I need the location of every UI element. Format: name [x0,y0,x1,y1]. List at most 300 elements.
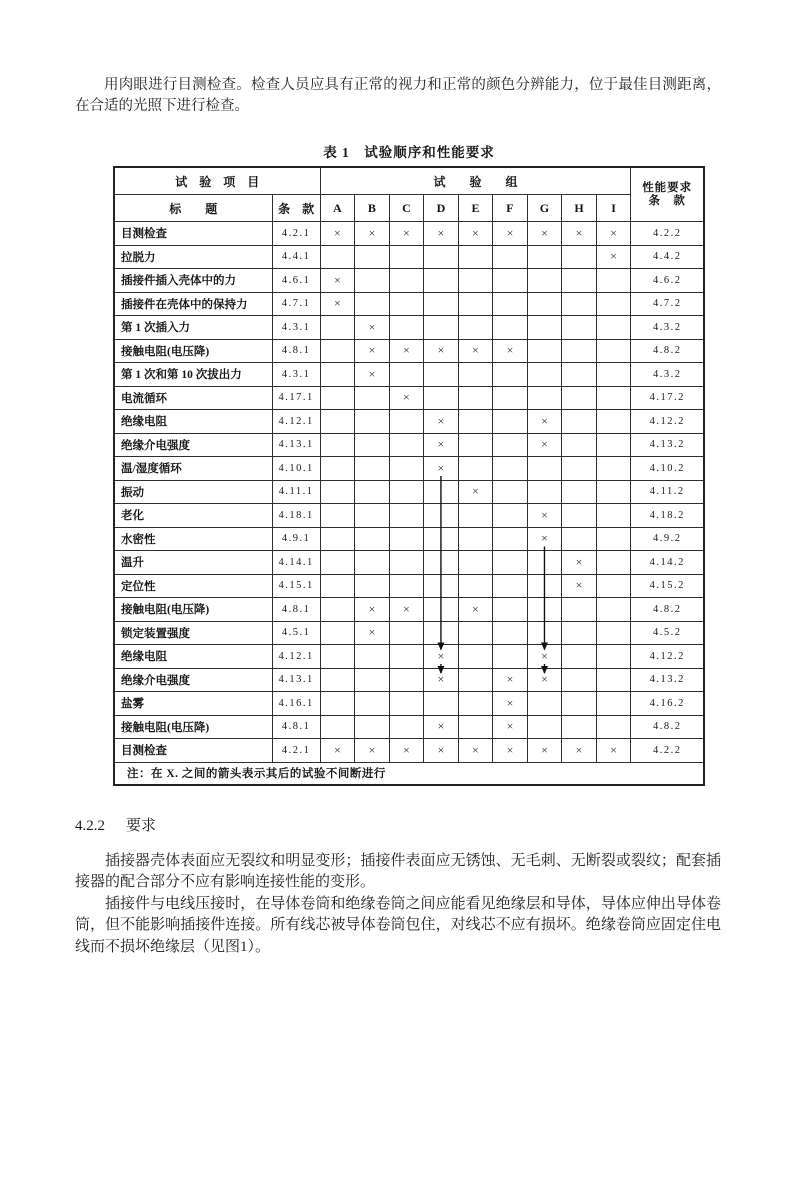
group-mark-cell [320,668,355,692]
test-title-cell: 水密性 [114,527,272,551]
perf-clause-cell: 4.12.2 [631,410,704,434]
test-clause-cell: 4.8.1 [272,339,320,363]
group-mark-cell: × [562,222,597,246]
group-mark-cell [389,245,424,269]
test-clause-cell: 4.12.1 [272,410,320,434]
table-row [114,457,704,481]
section-title: 要求 [126,817,157,834]
test-clause-cell: 4.16.1 [272,692,320,716]
group-mark-cell [493,504,528,528]
test-title-cell: 第 1 次和第 10 次拔出力 [114,363,272,387]
group-mark-cell: × [389,598,424,622]
group-mark-cell [355,269,390,293]
table-header [114,167,704,222]
group-mark-cell [389,621,424,645]
group-mark-cell: × [527,410,562,434]
group-mark-cell [355,410,390,434]
test-title-cell: 第 1 次插入力 [114,316,272,340]
perf-clause-cell: 4.8.2 [631,715,704,739]
table-row [114,574,704,598]
group-mark-cell [493,645,528,669]
group-mark-cell [562,480,597,504]
group-mark-cell [424,692,459,716]
group-mark-cell [562,386,597,410]
group-mark-cell [389,668,424,692]
group-mark-cell [596,410,631,434]
group-mark-cell [527,292,562,316]
perf-clause-cell: 4.18.2 [631,504,704,528]
group-letter-header: H [562,195,597,222]
group-mark-cell [527,457,562,481]
group-mark-cell: × [389,222,424,246]
test-clause-cell: 4.2.1 [272,222,320,246]
group-mark-cell: × [562,739,597,763]
group-mark-cell [596,645,631,669]
group-mark-cell [562,715,597,739]
group-letter-header: F [493,195,528,222]
group-mark-cell [458,410,493,434]
group-mark-cell [596,504,631,528]
group-mark-cell [355,527,390,551]
group-mark-cell [562,292,597,316]
group-mark-cell [355,692,390,716]
test-title-cell: 目测检查 [114,222,272,246]
group-mark-cell: × [424,433,459,457]
group-mark-cell [355,480,390,504]
group-mark-cell [596,269,631,293]
group-mark-cell [424,480,459,504]
group-mark-cell: × [493,715,528,739]
group-mark-cell [389,645,424,669]
group-mark-cell [527,386,562,410]
performance-req-line2: 条 款 [648,194,686,207]
group-mark-cell [389,715,424,739]
group-mark-cell [424,621,459,645]
group-mark-cell: × [320,222,355,246]
test-clause-cell: 4.8.1 [272,715,320,739]
group-mark-cell [320,480,355,504]
group-mark-cell [320,339,355,363]
group-mark-cell: × [527,668,562,692]
group-mark-cell [493,527,528,551]
test-title-cell: 绝缘电阻 [114,410,272,434]
table-row [114,433,704,457]
table-row [114,316,704,340]
group-mark-cell: × [493,692,528,716]
perf-clause-cell: 4.5.2 [631,621,704,645]
table-row [114,363,704,387]
test-clause-cell: 4.12.1 [272,645,320,669]
group-mark-cell: × [424,645,459,669]
group-mark-cell [458,386,493,410]
table-row [114,551,704,575]
group-mark-cell [527,363,562,387]
table-row [114,621,704,645]
group-mark-cell: × [596,739,631,763]
group-mark-cell [458,245,493,269]
group-mark-cell [458,621,493,645]
group-mark-cell: × [424,739,459,763]
group-letter-header: I [596,195,631,222]
group-mark-cell [596,621,631,645]
group-mark-cell [458,457,493,481]
group-mark-cell [596,574,631,598]
group-mark-cell [320,645,355,669]
perf-clause-cell: 4.13.2 [631,433,704,457]
group-mark-cell [355,645,390,669]
test-clause-cell: 4.7.1 [272,292,320,316]
group-mark-cell [527,316,562,340]
group-letter-header: E [458,195,493,222]
group-mark-cell: × [527,645,562,669]
group-mark-cell: × [458,739,493,763]
group-mark-cell [527,715,562,739]
test-title-cell: 接触电阻(电压降) [114,598,272,622]
group-mark-cell: × [562,551,597,575]
group-mark-cell [320,245,355,269]
test-item-header: 试 验 项 目 [114,167,320,195]
clause-subheader: 条 款 [272,195,320,222]
note-row [114,762,704,785]
group-mark-cell [389,316,424,340]
group-mark-cell [562,692,597,716]
table-row [114,504,704,528]
test-clause-cell: 4.8.1 [272,598,320,622]
test-title-cell: 插接件在壳体中的保持力 [114,292,272,316]
group-mark-cell [493,480,528,504]
group-mark-cell [527,269,562,293]
group-mark-cell [596,692,631,716]
group-mark-cell [424,363,459,387]
group-mark-cell [355,551,390,575]
test-clause-cell: 4.13.1 [272,433,320,457]
test-title-cell: 盐雾 [114,692,272,716]
table-row [114,668,704,692]
group-mark-cell [424,504,459,528]
group-mark-cell [320,574,355,598]
group-mark-cell: × [424,715,459,739]
group-mark-cell [424,598,459,622]
group-mark-cell: × [527,504,562,528]
group-mark-cell [527,551,562,575]
group-mark-cell [424,316,459,340]
group-mark-cell [424,269,459,293]
group-mark-cell [389,574,424,598]
group-mark-cell: × [355,339,390,363]
group-mark-cell [355,668,390,692]
table-row [114,410,704,434]
test-clause-cell: 4.15.1 [272,574,320,598]
group-mark-cell [493,363,528,387]
table-block [113,141,705,786]
group-mark-cell [355,386,390,410]
group-mark-cell [389,480,424,504]
group-mark-cell [320,621,355,645]
group-mark-cell [320,551,355,575]
group-mark-cell [320,433,355,457]
group-mark-cell [458,292,493,316]
test-title-cell: 插接件插入壳体中的力 [114,269,272,293]
group-mark-cell [596,598,631,622]
test-clause-cell: 4.14.1 [272,551,320,575]
group-mark-cell: × [389,386,424,410]
title-subheader: 标 题 [114,195,272,222]
group-letter-header: D [424,195,459,222]
group-mark-cell [562,668,597,692]
group-letter-header: G [527,195,562,222]
group-mark-cell [389,292,424,316]
group-mark-cell [562,457,597,481]
perf-clause-cell: 4.16.2 [631,692,704,716]
group-mark-cell [320,504,355,528]
group-mark-cell: × [493,739,528,763]
group-mark-cell [389,527,424,551]
group-mark-cell: × [355,363,390,387]
group-mark-cell: × [355,739,390,763]
group-mark-cell: × [424,410,459,434]
test-title-cell: 接触电阻(电压降) [114,339,272,363]
perf-clause-cell: 4.8.2 [631,339,704,363]
test-clause-cell: 4.17.1 [272,386,320,410]
group-mark-cell [389,410,424,434]
group-mark-cell: × [424,339,459,363]
test-title-cell: 温升 [114,551,272,575]
test-title-cell: 拉脱力 [114,245,272,269]
group-mark-cell [458,527,493,551]
header-row-1 [114,167,704,195]
test-clause-cell: 4.13.1 [272,668,320,692]
group-mark-cell [458,316,493,340]
group-mark-cell [493,386,528,410]
group-mark-cell [355,245,390,269]
group-mark-cell: × [596,245,631,269]
group-mark-cell [320,598,355,622]
group-mark-cell: × [527,222,562,246]
group-mark-cell [493,269,528,293]
test-clause-cell: 4.10.1 [272,457,320,481]
group-mark-cell [493,457,528,481]
group-mark-cell [596,316,631,340]
perf-clause-cell: 4.7.2 [631,292,704,316]
group-mark-cell [320,692,355,716]
perf-clause-cell: 4.2.2 [631,739,704,763]
test-clause-cell: 4.6.1 [272,269,320,293]
group-mark-cell [389,363,424,387]
perf-clause-cell: 4.2.2 [631,222,704,246]
perf-clause-cell: 4.3.2 [631,363,704,387]
group-mark-cell [527,692,562,716]
group-mark-cell [424,386,459,410]
group-mark-cell [355,574,390,598]
table-row [114,386,704,410]
perf-clause-cell: 4.17.2 [631,386,704,410]
group-mark-cell: × [320,269,355,293]
perf-clause-cell: 4.12.2 [631,645,704,669]
test-title-cell: 接触电阻(电压降) [114,715,272,739]
table-row [114,645,704,669]
group-mark-cell [562,410,597,434]
group-mark-cell [562,269,597,293]
group-mark-cell [389,457,424,481]
group-mark-cell [389,433,424,457]
group-mark-cell [458,645,493,669]
group-mark-cell [424,245,459,269]
table-row [114,339,704,363]
table-row [114,715,704,739]
group-mark-cell [355,715,390,739]
perf-clause-cell: 4.8.2 [631,598,704,622]
group-mark-cell: × [596,222,631,246]
group-mark-cell [596,386,631,410]
group-mark-cell [596,715,631,739]
test-title-cell: 温/湿度循环 [114,457,272,481]
intro-paragraph: 用肉眼进行目测检查。检查人员应具有正常的视力和正常的颜色分辨能力，位于最佳目测距离，在合适的光照下进行检查。 [75,77,721,114]
group-mark-cell [458,692,493,716]
group-mark-cell: × [424,222,459,246]
group-mark-cell [355,433,390,457]
group-mark-cell [458,269,493,293]
group-mark-cell [493,574,528,598]
table-row [114,527,704,551]
group-mark-cell: × [493,339,528,363]
group-mark-cell [355,292,390,316]
test-title-cell: 定位性 [114,574,272,598]
table-body [114,222,704,763]
group-mark-cell [320,410,355,434]
table-note: 注：在 X. 之间的箭头表示其后的试验不间断进行 [114,762,704,785]
group-mark-cell [389,551,424,575]
section-heading [75,814,721,835]
group-mark-cell: × [458,480,493,504]
perf-clause-cell: 4.13.2 [631,668,704,692]
group-mark-cell [596,457,631,481]
group-mark-cell [493,433,528,457]
group-mark-cell: × [527,739,562,763]
test-title-cell: 老化 [114,504,272,528]
group-mark-cell: × [355,316,390,340]
group-mark-cell [458,433,493,457]
group-mark-cell: × [458,598,493,622]
group-mark-cell [458,715,493,739]
group-letter-header: A [320,195,355,222]
group-mark-cell: × [493,668,528,692]
group-mark-cell [355,504,390,528]
group-mark-cell: × [424,457,459,481]
test-clause-cell: 4.18.1 [272,504,320,528]
test-table-wrapper [113,166,705,786]
group-mark-cell [562,245,597,269]
body-paragraph-2: 插接件与电线压接时，在导体卷筒和绝缘卷筒之间应能看见绝缘层和导体，导体应伸出导体卷筒，但不能影响插接件连接。所有线芯被导体卷筒包住，对线芯不应有损坏。绝缘卷筒应固定住电线而不损坏绝缘层（见图1）。 [75,895,721,955]
group-mark-cell [458,363,493,387]
test-clause-cell: 4.5.1 [272,621,320,645]
group-mark-cell [493,292,528,316]
group-mark-cell [458,551,493,575]
group-mark-cell [320,316,355,340]
group-mark-cell [562,363,597,387]
document-page [0,75,793,1197]
group-letter-header: C [389,195,424,222]
group-mark-cell [389,269,424,293]
group-mark-cell [527,621,562,645]
group-mark-cell: × [527,527,562,551]
group-mark-cell [562,645,597,669]
group-mark-cell [596,363,631,387]
group-mark-cell [562,504,597,528]
group-mark-cell [596,551,631,575]
group-mark-cell [562,621,597,645]
group-mark-cell [493,621,528,645]
test-title-cell: 目测检查 [114,739,272,763]
table-row [114,245,704,269]
body-paragraph-1: 插接器壳体表面应无裂纹和明显变形；插接件表面应无锈蚀、无毛刺、无断裂或裂纹；配套插接器的配合部分不应有影响连接性能的变形。 [75,852,721,890]
group-mark-cell [527,574,562,598]
perf-clause-cell: 4.4.2 [631,245,704,269]
group-mark-cell: × [355,222,390,246]
test-title-cell: 电流循环 [114,386,272,410]
group-mark-cell [424,292,459,316]
group-mark-cell [458,504,493,528]
group-mark-cell [562,316,597,340]
group-mark-cell [596,433,631,457]
perf-clause-cell: 4.6.2 [631,269,704,293]
perf-clause-cell: 4.14.2 [631,551,704,575]
group-mark-cell [527,480,562,504]
group-mark-cell [493,410,528,434]
test-title-cell: 振动 [114,480,272,504]
group-mark-cell: × [320,292,355,316]
table-row [114,692,704,716]
group-mark-cell [389,692,424,716]
table-row [114,269,704,293]
group-mark-cell [424,574,459,598]
table-row [114,598,704,622]
group-mark-cell: × [320,739,355,763]
group-mark-cell [596,339,631,363]
table-row [114,739,704,763]
table-title: 表 1 试验顺序和性能要求 [323,145,495,160]
group-mark-cell [389,504,424,528]
group-mark-cell [493,316,528,340]
perf-clause-cell: 4.10.2 [631,457,704,481]
group-mark-cell [355,457,390,481]
table-footer [114,762,704,785]
group-mark-cell [527,339,562,363]
group-mark-cell: × [355,621,390,645]
table-row [114,480,704,504]
test-title-cell: 锁定装置强度 [114,621,272,645]
group-mark-cell: × [458,222,493,246]
test-clause-cell: 4.4.1 [272,245,320,269]
test-clause-cell: 4.3.1 [272,363,320,387]
group-mark-cell [562,433,597,457]
test-title-cell: 绝缘介电强度 [114,668,272,692]
group-mark-cell: × [493,222,528,246]
group-mark-cell [320,715,355,739]
group-mark-cell [424,527,459,551]
group-mark-cell [596,668,631,692]
group-mark-cell [596,480,631,504]
perf-clause-cell: 4.11.2 [631,480,704,504]
perf-clause-cell: 4.9.2 [631,527,704,551]
table-row [114,292,704,316]
test-sequence-table [113,166,705,786]
group-mark-cell: × [458,339,493,363]
group-mark-cell: × [355,598,390,622]
group-mark-cell [527,245,562,269]
perf-clause-cell: 4.15.2 [631,574,704,598]
test-title-cell: 绝缘介电强度 [114,433,272,457]
group-mark-cell [458,574,493,598]
